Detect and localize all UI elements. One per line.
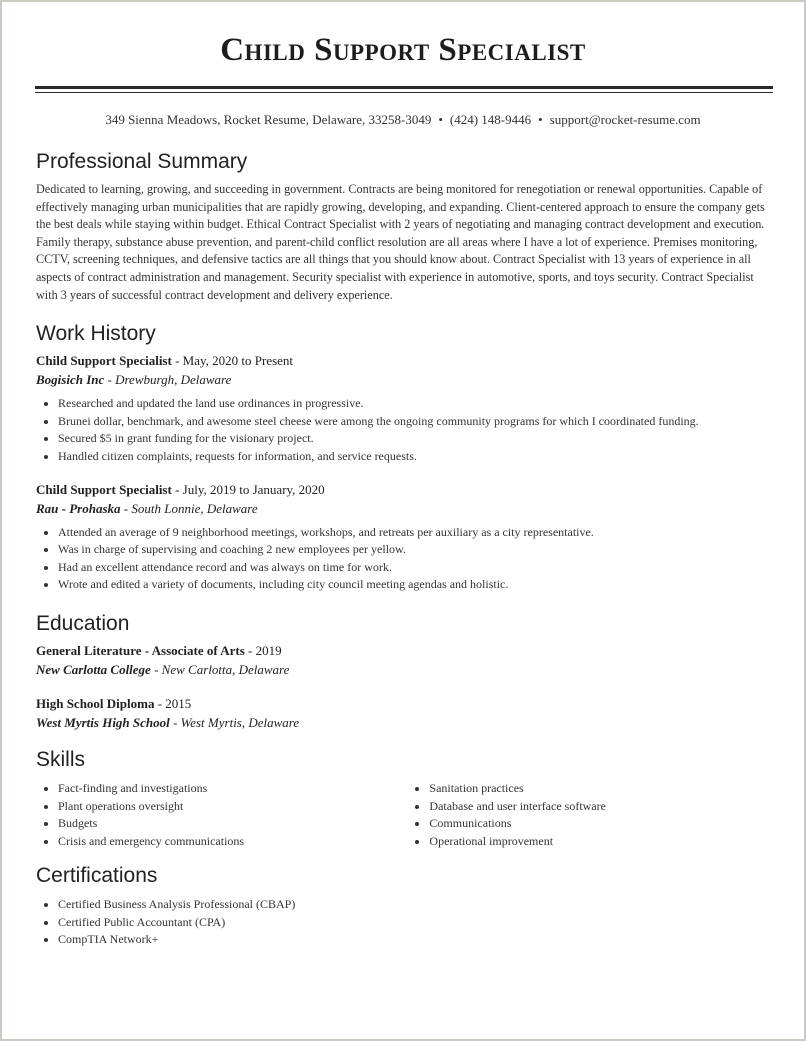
- list-item: • CompTIA Network+: [58, 931, 771, 949]
- job-title: Child Support Specialist: [36, 481, 172, 497]
- degree: High School Diploma: [36, 695, 155, 711]
- section-heading-certifications: Certifications: [36, 864, 158, 888]
- contact-separator: •: [438, 112, 443, 127]
- list-item: • Certified Business Analysis Professional (CBAP): [58, 896, 771, 914]
- summary-text: Dedicated to learning, growing, and succeeding in government. Contracts are being monitored for renegotiation or renewal opportunities. Capable of effectively managing urban municipalities that are rapidly growing, developing, and expanding. Client-centered approach to ensure the company gets the best deals while staying within budget. Ethical Contract Specialist with 2 years of negotiating and managing contract development and execution. Family therapy, substance abuse prevention, and parent-child conflict resolution are all areas where I have a lot of experience. Premises monitoring, CCTV, screening techniques, and defensive tactics are all things that you should know about. Contract Specialist with 13 years of experience in all aspects of contract administration and management. Security specialist with experience in automotive, sports, and toys security. Contract Specialist with 3 years of successful contract development and delivery experience.: [36, 182, 765, 302]
- skills-columns: [36, 776, 771, 850]
- job-title-line: [36, 480, 771, 499]
- list-item: • Communications: [429, 815, 771, 833]
- school-name: West Myrtis High School: [36, 714, 170, 730]
- list-item: • Brunei dollar, benchmark, and awesome steel cheese were among the ongoing community programs for which I coordinated funding.: [58, 413, 771, 431]
- degree: General Literature - Associate of Arts: [36, 642, 245, 658]
- header-rule-thick: [35, 86, 773, 89]
- school-line: [36, 713, 771, 732]
- job-entry: [36, 480, 771, 594]
- list-item: • Wrote and edited a variety of documents, including city council meeting agendas and holistic.: [58, 576, 771, 594]
- education-entry: [36, 694, 771, 732]
- header-rule-thin: [35, 92, 773, 93]
- company-location: - Drewburgh, Delaware: [104, 372, 232, 388]
- company-name: Rau - Prohaska: [36, 500, 121, 516]
- list-item: • Budgets: [58, 815, 407, 833]
- job-entry: [36, 351, 771, 465]
- section-heading-summary: Professional Summary: [36, 150, 248, 173]
- degree-year: - 2019: [244, 642, 282, 658]
- education-entry: [36, 641, 771, 679]
- list-item: • Attended an average of 9 neighborhood meetings, workshops, and retreats per auxiliary as a city representative.: [58, 524, 771, 542]
- resume-content: [36, 146, 771, 949]
- list-item: • Researched and updated the land use ordinances in progressive.: [58, 395, 771, 413]
- company-line: [36, 370, 771, 389]
- company-line: [36, 499, 771, 518]
- job-dates: - May, 2020 to Present: [171, 353, 294, 369]
- candidate-name: Child Support Specialist: [220, 32, 586, 68]
- job-title: Child Support Specialist: [36, 353, 172, 369]
- contact-phone: (424) 148-9446: [449, 112, 532, 127]
- school-line: [36, 660, 771, 679]
- list-item: • Crisis and emergency communications: [58, 833, 407, 851]
- degree-line: [36, 641, 771, 660]
- job-bullets: [36, 395, 771, 465]
- company-location: - South Lonnie, Delaware: [120, 500, 258, 516]
- school-name: New Carlotta College: [36, 661, 151, 677]
- school-location: - West Myrtis, Delaware: [169, 714, 300, 730]
- section-heading-work: Work History: [36, 322, 156, 346]
- degree-year: - 2015: [154, 695, 192, 711]
- list-item: • Was in charge of supervising and coaching 2 new employees per yellow.: [58, 541, 771, 559]
- certifications-list: [36, 896, 771, 949]
- contact-line: [2, 112, 804, 128]
- skills-list-right: [407, 780, 771, 850]
- section-heading-education: Education: [36, 611, 130, 635]
- job-title-line: [36, 351, 771, 370]
- company-name: Bogisich Inc: [36, 372, 105, 388]
- list-item: • Database and user interface software: [429, 798, 771, 816]
- contact-address: 349 Sienna Meadows, Rocket Resume, Delaware, 33258-3049: [105, 112, 432, 127]
- list-item: • Operational improvement: [429, 833, 771, 851]
- list-item: • Certified Public Accountant (CPA): [58, 914, 771, 932]
- job-dates: - July, 2019 to January, 2020: [171, 481, 325, 497]
- contact-email: support@rocket-resume.com: [549, 112, 701, 127]
- job-bullets: [36, 524, 771, 594]
- list-item: • Plant operations oversight: [58, 798, 407, 816]
- section-heading-skills: Skills: [36, 747, 86, 771]
- list-item: • Handled citizen complaints, requests for information, and service requests.: [58, 448, 771, 466]
- list-item: • Sanitation practices: [429, 780, 771, 798]
- list-item: • Had an excellent attendance record and was always on time for work.: [58, 559, 771, 577]
- school-location: - New Carlotta, Delaware: [150, 661, 290, 677]
- list-item: • Secured $5 in grant funding for the visionary project.: [58, 430, 771, 448]
- list-item: • Fact-finding and investigations: [58, 780, 407, 798]
- contact-separator: •: [538, 112, 543, 127]
- skills-list-left: [36, 780, 407, 850]
- degree-line: [36, 694, 771, 713]
